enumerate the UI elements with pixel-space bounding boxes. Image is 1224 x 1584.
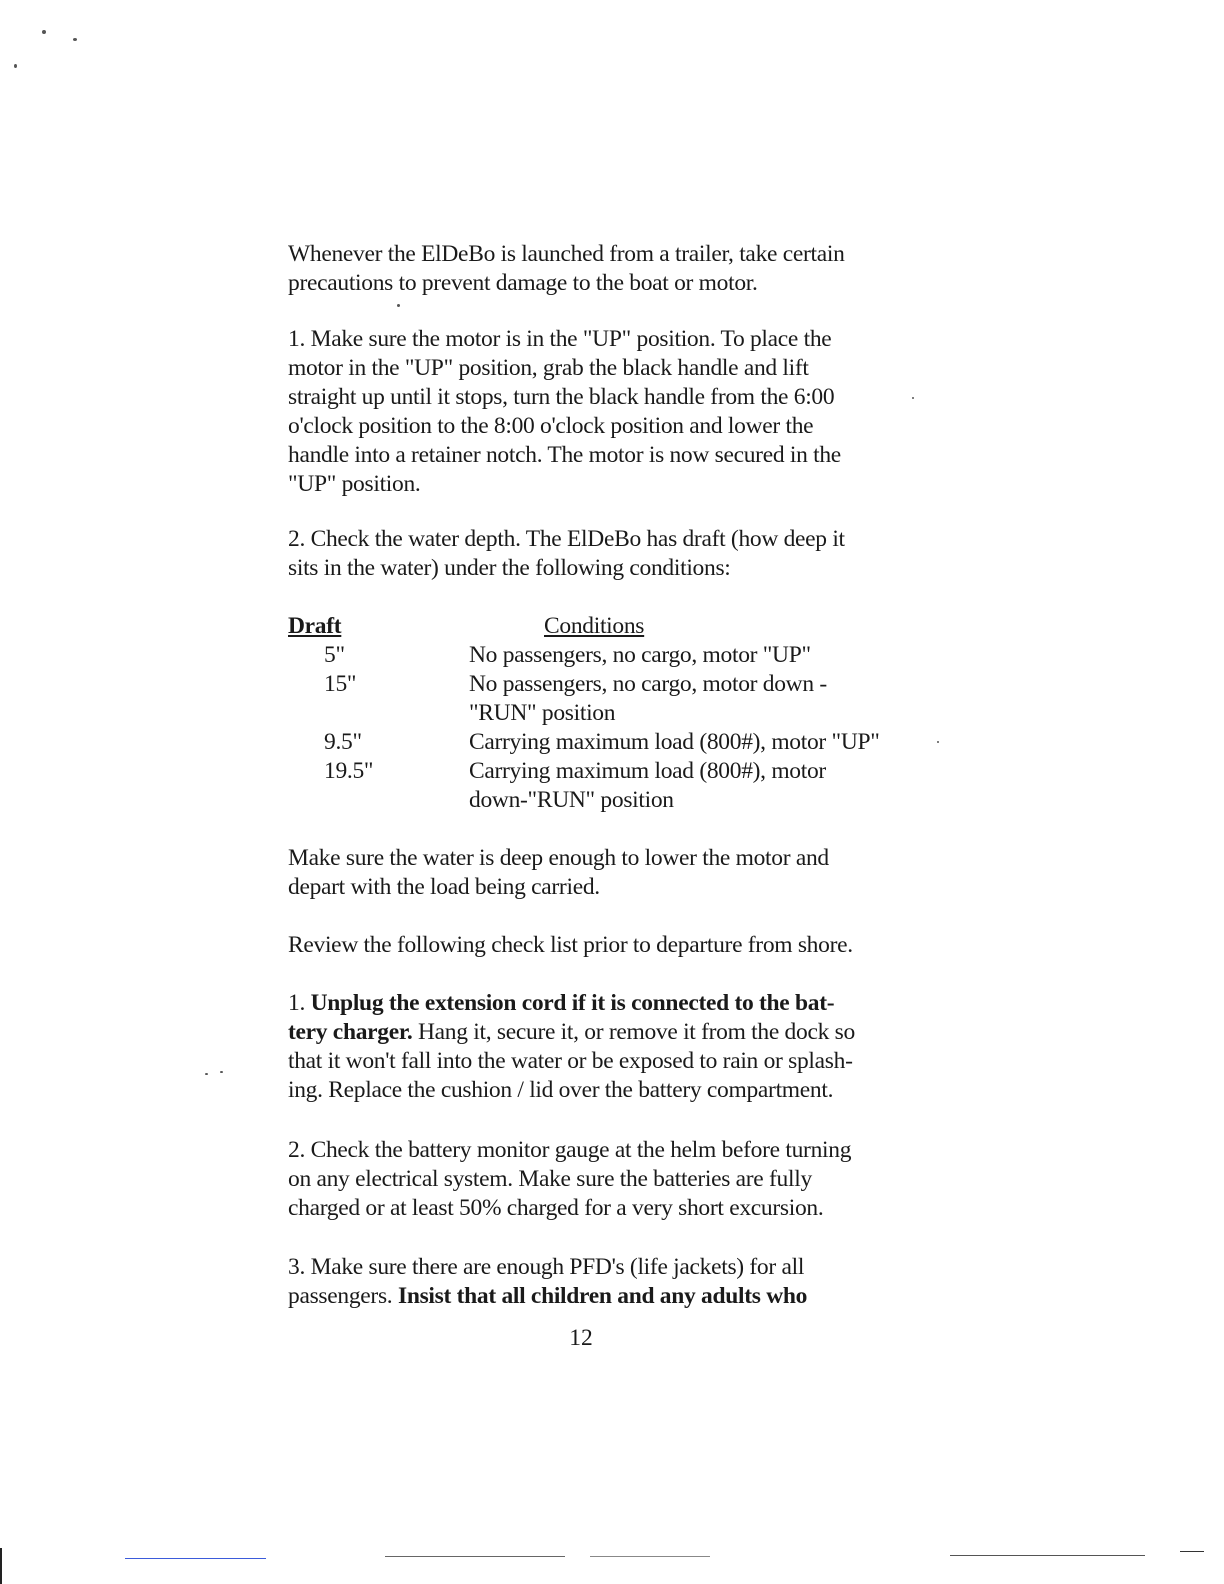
draft-value: 5" <box>324 642 345 668</box>
depth-note-line: depart with the load being carried. <box>288 874 600 900</box>
depth-note-paragraph <box>288 844 928 902</box>
conditions-column-header: Conditions <box>544 613 645 639</box>
check-item-2 <box>288 1136 928 1223</box>
check-3-text: passengers. <box>288 1283 393 1309</box>
scan-rule <box>125 1558 266 1559</box>
check-item-1 <box>288 989 928 1105</box>
check-1-line <box>288 989 928 1018</box>
scan-mark <box>0 1548 2 1584</box>
check-1-line: ing. Replace the cushion / lid over the battery compartment. <box>288 1077 834 1103</box>
scan-rule <box>950 1555 1145 1556</box>
step-1-line: handle into a retainer notch. The motor is now secured in the <box>288 442 841 468</box>
check-2-line: 2. Check the battery monitor gauge at the helm before turning <box>288 1137 852 1163</box>
check-3-line: 3. Make sure there are enough PFD's (life jackets) for all <box>288 1254 805 1280</box>
step-1-line: "UP" position. <box>288 471 421 497</box>
condition-line: Carrying maximum load (800#), motor "UP" <box>469 729 880 755</box>
page-number: 12 <box>569 1325 593 1351</box>
check-3-line <box>288 1282 928 1311</box>
step-1-paragraph <box>288 325 928 499</box>
draft-value: 19.5" <box>324 758 374 784</box>
condition-text <box>469 757 929 815</box>
scan-speck <box>220 1071 223 1073</box>
check-3-bold: Insist that all children and any adults who <box>397 1283 808 1309</box>
step-2-paragraph <box>288 525 928 583</box>
check-1-line <box>288 1018 928 1047</box>
checklist-intro: Review the following check list prior to departure from shore. <box>288 932 853 958</box>
scan-speck <box>205 1073 208 1075</box>
scan-speck <box>937 741 939 743</box>
depth-note-line: Make sure the water is deep enough to lower the motor and <box>288 845 829 871</box>
step-1-line: o'clock position to the 8:00 o'clock position and lower the <box>288 413 814 439</box>
step-1-line: motor in the "UP" position, grab the black handle and lift <box>288 355 809 381</box>
check-1-text: Hang it, secure it, or remove it from the dock so <box>418 1019 855 1045</box>
check-1-number: 1. <box>288 990 306 1016</box>
condition-line: "RUN" position <box>469 700 616 726</box>
step-1-line: straight up until it stops, turn the black handle from the 6:00 <box>288 384 835 410</box>
intro-line-1: Whenever the ElDeBo is launched from a trailer, take certain <box>288 241 845 267</box>
check-2-line: on any electrical system. Make sure the batteries are fully <box>288 1166 812 1192</box>
condition-text <box>469 670 929 728</box>
condition-text <box>469 728 929 757</box>
scan-speck <box>397 304 400 307</box>
scan-rule <box>385 1556 565 1557</box>
step-2-line: sits in the water) under the following conditions: <box>288 555 731 581</box>
intro-line-2: precautions to prevent damage to the boat or motor. <box>288 270 758 296</box>
condition-line: Carrying maximum load (800#), motor <box>469 758 826 784</box>
scan-speck <box>912 397 914 399</box>
draft-value: 9.5" <box>324 729 362 755</box>
check-item-3 <box>288 1253 928 1311</box>
check-1-bold: tery charger. <box>288 1019 413 1045</box>
step-2-line: 2. Check the water depth. The ElDeBo has draft (how deep it <box>288 526 845 552</box>
draft-column-header: Draft <box>288 613 342 639</box>
check-1-bold: Unplug the extension cord if it is connected to the bat- <box>310 990 835 1016</box>
condition-line: No passengers, no cargo, motor down - <box>469 671 827 697</box>
scan-speck <box>42 30 46 34</box>
scan-speck <box>73 38 77 41</box>
check-2-line: charged or at least 50% charged for a very short excursion. <box>288 1195 824 1221</box>
scan-speck <box>14 64 17 68</box>
intro-paragraph <box>288 240 928 298</box>
scan-rule <box>1180 1551 1204 1552</box>
check-1-line: that it won't fall into the water or be exposed to rain or splash- <box>288 1048 853 1074</box>
scan-rule <box>590 1556 710 1557</box>
condition-line: No passengers, no cargo, motor "UP" <box>469 642 811 668</box>
draft-value: 15" <box>324 671 357 697</box>
condition-line: down-"RUN" position <box>469 787 674 813</box>
condition-text <box>469 641 929 670</box>
step-1-line: 1. Make sure the motor is in the "UP" position. To place the <box>288 326 832 352</box>
